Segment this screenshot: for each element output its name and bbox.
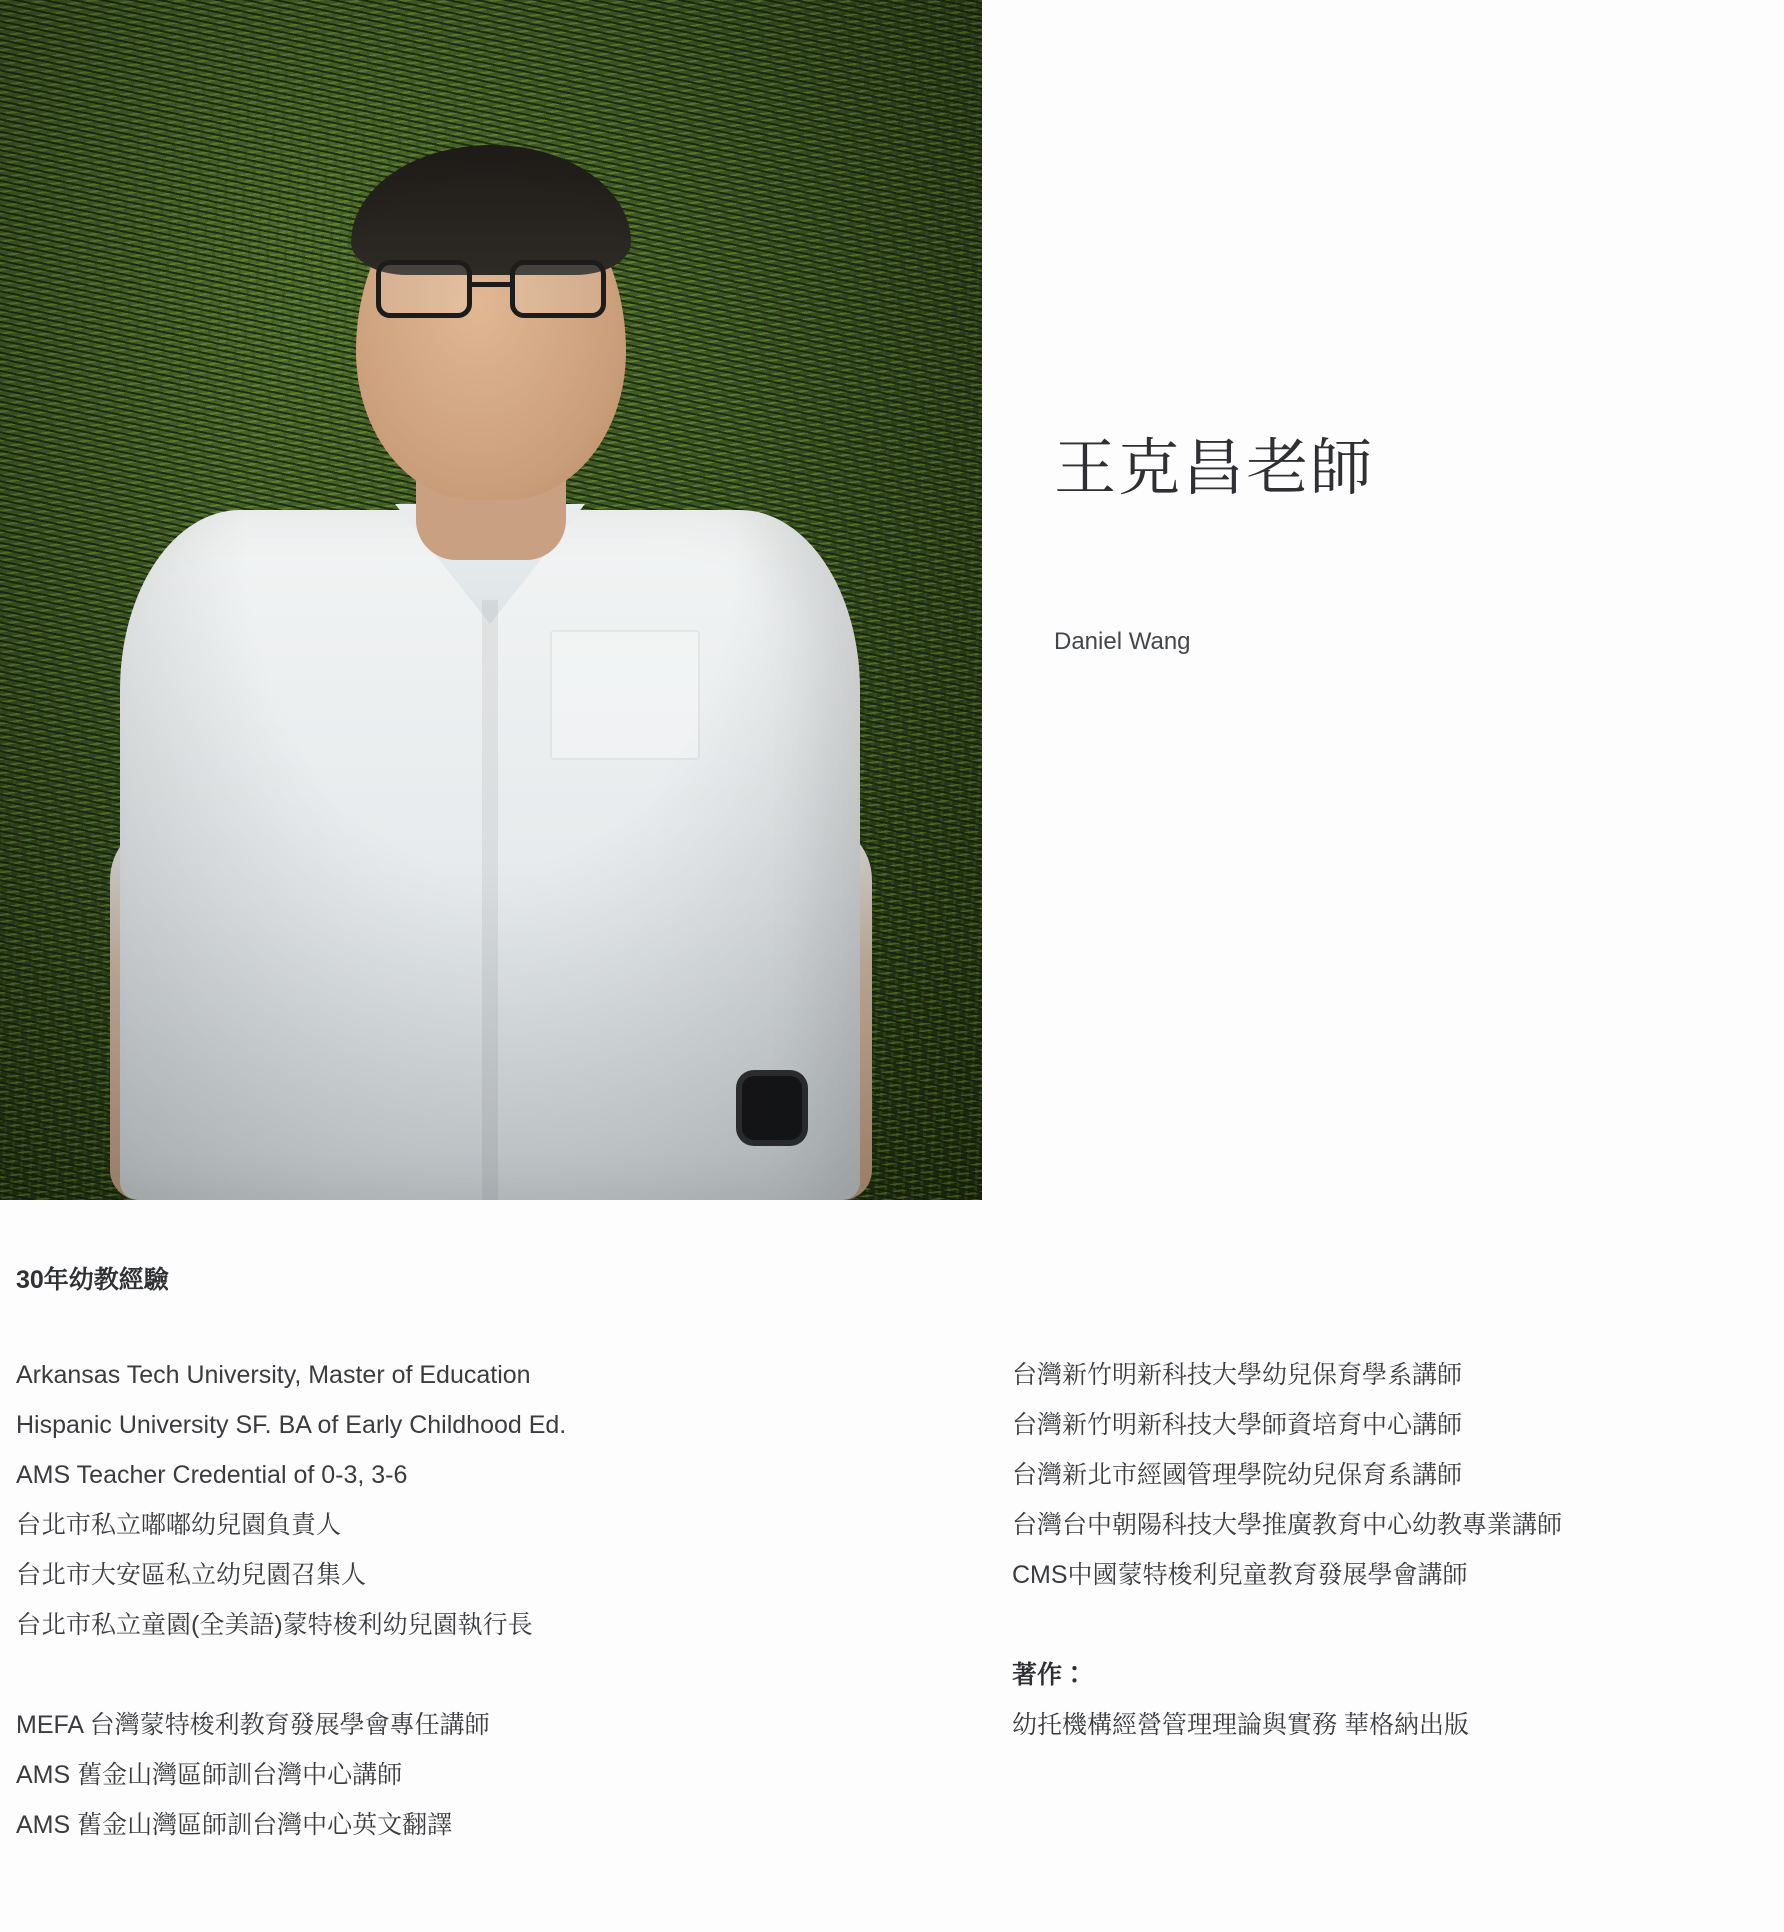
list-item: AMS 舊金山灣區師訓台灣中心講師 xyxy=(16,1761,403,1789)
list-item: 台灣新竹明新科技大學幼兒保育學系講師 xyxy=(1012,1361,1463,1389)
portrait-photo xyxy=(0,0,982,1200)
publication-item: 幼托機構經營管理理論與實務 華格納出版 xyxy=(1012,1711,1469,1739)
list-item: MEFA 台灣蒙特梭利教育發展學會專任講師 xyxy=(16,1711,490,1739)
experience-heading: 30年幼教經驗 xyxy=(16,1266,169,1294)
list-item: AMS Teacher Credential of 0-3, 3-6 xyxy=(16,1461,408,1489)
person-name-english: Daniel Wang xyxy=(1054,627,1191,655)
credentials-section xyxy=(0,1350,1784,1890)
list-item: 台灣台中朝陽科技大學推廣教育中心幼教專業講師 xyxy=(1012,1511,1563,1539)
list-item: AMS 舊金山灣區師訓台灣中心英文翻譯 xyxy=(16,1811,453,1839)
list-item: 台北市大安區私立幼兒園召集人 xyxy=(16,1561,367,1589)
list-item: CMS中國蒙特梭利兒童教育發展學會講師 xyxy=(1012,1561,1468,1589)
list-item: Hispanic University SF. BA of Early Childhood Ed. xyxy=(16,1411,567,1439)
list-item: 台北市私立嘟嘟幼兒園負責人 xyxy=(16,1511,342,1539)
profile-title-column xyxy=(982,0,1784,656)
list-spacer xyxy=(16,1650,998,1700)
page-title: 王克昌老師 xyxy=(1054,434,1375,503)
list-item: 台北市私立童園(全美語)蒙特梭利幼兒園執行長 xyxy=(16,1611,533,1639)
credentials-right-column xyxy=(998,1350,1768,1850)
photo-vignette xyxy=(0,0,982,1200)
list-item: 台灣新北市經國管理學院幼兒保育系講師 xyxy=(1012,1461,1463,1489)
list-item: 台灣新竹明新科技大學師資培育中心講師 xyxy=(1012,1411,1463,1439)
list-spacer xyxy=(1012,1600,1768,1650)
publications-heading: 著作： xyxy=(1012,1661,1088,1689)
list-item: Arkansas Tech University, Master of Education xyxy=(16,1361,531,1389)
credentials-left-column xyxy=(16,1350,998,1850)
